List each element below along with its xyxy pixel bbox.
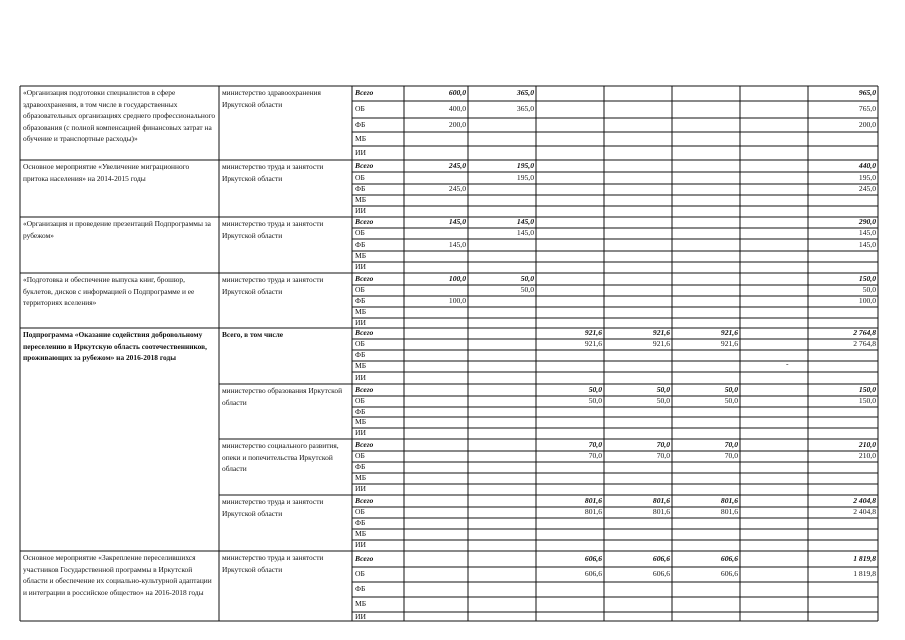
total-cell: 440,0: [858, 160, 876, 170]
funding-source: ФБ: [355, 462, 366, 471]
value-cell: 50,0: [656, 396, 670, 405]
funding-source: ОБ: [355, 451, 365, 460]
event-description: Основное мероприятие «Увеличение миграционного притока населения» на 2014-2015 годы: [23, 162, 190, 183]
responsible-executor: министерство социального развития, опеки и попечительства Иркутской области: [222, 441, 339, 474]
value-cell: 801,6: [720, 495, 738, 505]
total-cell: 965,0: [858, 88, 876, 97]
responsible-executor: министерство труда и занятости Иркутской области: [222, 219, 324, 240]
value-cell: 606,6: [720, 553, 738, 563]
funding-source: ИИ: [355, 147, 366, 157]
funding-source: Всего: [355, 328, 374, 337]
total-cell: 150,0: [858, 384, 876, 394]
funding-source: ОБ: [355, 285, 365, 294]
value-cell: 365,0: [516, 88, 534, 97]
total-cell: 210,0: [858, 451, 876, 460]
value-cell: 200,0: [448, 119, 466, 129]
funding-source: ФБ: [355, 239, 366, 249]
funding-source: МБ: [355, 529, 367, 538]
value-cell: 145,0: [516, 228, 534, 237]
funding-source: ФБ: [355, 119, 366, 129]
value-cell: 606,6: [584, 569, 602, 578]
responsible-executor: министерство труда и занятости Иркутской области: [222, 497, 324, 518]
value-cell: 70,0: [588, 439, 602, 449]
value-cell: 145,0: [516, 217, 534, 226]
funding-source: МБ: [355, 251, 367, 260]
value-cell: 921,6: [584, 339, 602, 348]
value-cell: 50,0: [520, 285, 534, 294]
value-cell: 400,0: [448, 104, 466, 113]
value-cell: 195,0: [516, 160, 534, 170]
value-cell: 70,0: [656, 451, 670, 460]
funding-source: МБ: [355, 473, 367, 482]
funding-source: Всего: [355, 384, 374, 394]
total-cell: 150,0: [858, 396, 876, 405]
funding-source: ИИ: [355, 428, 366, 437]
total-cell: 765,0: [858, 104, 876, 113]
value-cell: 606,6: [652, 553, 670, 563]
value-cell: 921,6: [720, 339, 738, 348]
value-cell: 801,6: [584, 495, 602, 505]
funding-source: ОБ: [355, 507, 365, 516]
value-cell: 606,6: [652, 569, 670, 578]
value-cell: 70,0: [656, 439, 670, 449]
funding-source: ОБ: [355, 172, 365, 182]
funding-source: Всего: [355, 273, 374, 283]
funding-source: ФБ: [355, 584, 366, 593]
event-description: «Подготовка и обеспечение выпуска книг, брошюр, буклетов, дисков с информацией о Подпрограмме и ее территориях вселения»: [23, 275, 195, 308]
responsible-executor: министерство образования Иркутской области: [222, 386, 343, 407]
value-cell: 921,6: [720, 328, 738, 337]
funding-source: ОБ: [355, 569, 365, 578]
total-cell: 2 404,8: [853, 495, 876, 505]
funding-source: МБ: [355, 417, 367, 426]
value-cell: 50,0: [520, 273, 534, 283]
value-cell: 801,6: [652, 507, 670, 516]
value-cell: 50,0: [724, 384, 738, 394]
funding-source: ФБ: [355, 350, 366, 359]
value-cell: 50,0: [656, 384, 670, 394]
total-cell: 150,0: [858, 273, 876, 283]
total-cell: 145,0: [858, 228, 876, 237]
funding-source: Всего: [355, 160, 374, 170]
total-cell: 200,0: [858, 119, 876, 129]
value-cell: 50,0: [588, 384, 602, 394]
funding-source: ФБ: [355, 518, 366, 527]
value-cell: 801,6: [584, 507, 602, 516]
responsible-executor: Всего, в том числе: [222, 330, 284, 339]
total-cell: 2 404,8: [853, 507, 876, 516]
funding-source: МБ: [355, 195, 367, 204]
total-cell: 145,0: [858, 239, 876, 249]
funding-source: Всего: [355, 495, 374, 505]
value-cell: 245,0: [448, 184, 466, 193]
responsible-executor: министерство труда и занятости Иркутской области: [222, 275, 324, 296]
value-cell: 921,6: [652, 339, 670, 348]
funding-source: ФБ: [355, 407, 366, 416]
event-description: «Организация подготовки специалистов в сфере здравоохранения, в том числе в государственных образовательных организациях среднего профессионального образования (с полной компенсацией финансовых затрат на обучение и транспортные расходы)»: [23, 88, 216, 144]
total-cell: 210,0: [858, 439, 876, 449]
funding-source: ИИ: [355, 206, 366, 215]
total-cell: 50,0: [862, 285, 876, 294]
value-cell: 70,0: [588, 451, 602, 460]
funding-source: ИИ: [355, 372, 366, 382]
value-cell: 195,0: [516, 172, 534, 182]
stray-mark: -: [786, 359, 789, 368]
responsible-executor: министерство труда и занятости Иркутской области: [222, 553, 324, 574]
total-cell: 1 819,8: [853, 553, 876, 563]
event-description: Подпрограмма «Оказание содействия добровольному переселению в Иркутскую область соотечественников, проживающих за рубежом» на 2016-2018 годы: [23, 330, 208, 363]
total-cell: 245,0: [858, 184, 876, 193]
value-cell: 921,6: [584, 328, 602, 337]
value-cell: 801,6: [720, 507, 738, 516]
value-cell: 100,0: [448, 296, 466, 305]
funding-source: Всего: [355, 217, 374, 226]
total-cell: 100,0: [858, 296, 876, 305]
value-cell: 921,6: [652, 328, 670, 337]
funding-source: МБ: [355, 133, 367, 143]
value-cell: 70,0: [724, 439, 738, 449]
funding-source: ИИ: [355, 484, 366, 493]
value-cell: 606,6: [720, 569, 738, 578]
total-cell: 2 764,8: [853, 328, 876, 337]
funding-source: МБ: [355, 307, 367, 316]
responsible-executor: министерство здравоохранения Иркутской области: [222, 88, 321, 109]
funding-source: ИИ: [355, 262, 366, 271]
value-cell: 70,0: [724, 451, 738, 460]
funding-source: ОБ: [355, 396, 365, 405]
total-cell: 2 764,8: [853, 339, 876, 348]
value-cell: 145,0: [448, 239, 466, 249]
total-cell: 1 819,8: [853, 569, 876, 578]
value-cell: 801,6: [652, 495, 670, 505]
funding-source: ФБ: [355, 184, 366, 193]
funding-source: МБ: [355, 599, 367, 608]
value-cell: 365,0: [516, 104, 534, 113]
value-cell: 100,0: [448, 273, 466, 283]
event-description: «Организация и проведение презентаций Подпрограммы за рубежом»: [23, 219, 211, 240]
funding-source: ОБ: [355, 339, 365, 348]
funding-source: ОБ: [355, 228, 365, 237]
total-cell: 290,0: [858, 217, 876, 226]
responsible-executor: министерство труда и занятости Иркутской области: [222, 162, 324, 183]
funding-source: Всего: [355, 553, 374, 563]
value-cell: 606,6: [584, 553, 602, 563]
event-description: Основное мероприятие «Закрепление переселившихся участников Государственной программы в Иркутской области и обеспечение их социально-культурной адаптации и интеграции в российское общество» на 2016-2018 годы: [23, 553, 212, 597]
total-cell: 195,0: [858, 172, 876, 182]
funding-source: Всего: [355, 88, 374, 97]
value-cell: 50,0: [588, 396, 602, 405]
funding-source: МБ: [355, 361, 367, 370]
value-cell: 245,0: [448, 160, 466, 170]
value-cell: 600,0: [448, 88, 466, 97]
funding-source: ИИ: [355, 540, 366, 549]
funding-source: ОБ: [355, 104, 365, 113]
value-cell: 145,0: [448, 217, 466, 226]
funding-source: ФБ: [355, 296, 366, 305]
value-cell: 50,0: [724, 396, 738, 405]
funding-source: ИИ: [355, 612, 366, 621]
funding-source: ИИ: [355, 318, 366, 327]
funding-source: Всего: [355, 439, 374, 449]
